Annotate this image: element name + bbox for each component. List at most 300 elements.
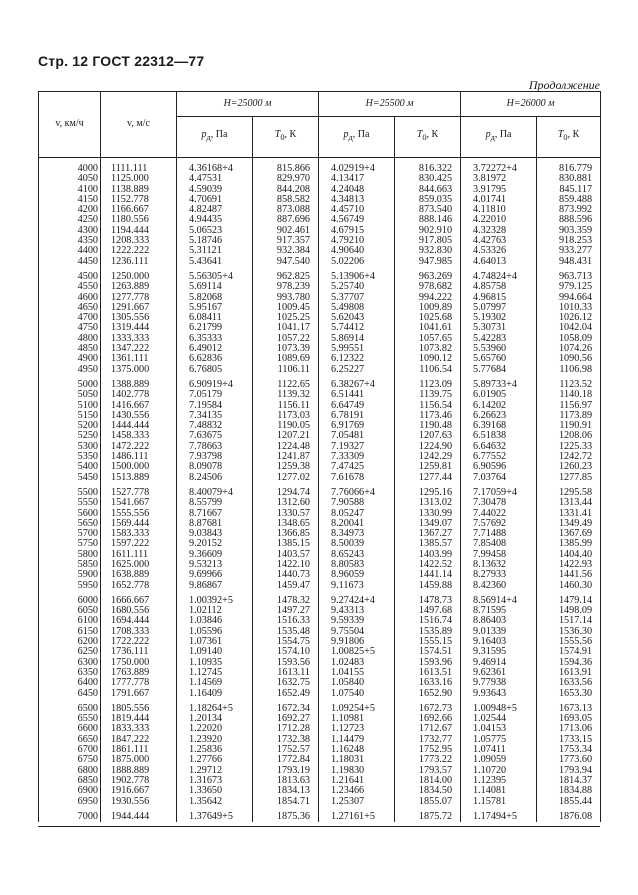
- cell-temperature: 1693.05: [537, 714, 601, 724]
- cell-temperature: 1156.11: [253, 401, 319, 411]
- cell-pressure: 5.31121: [177, 246, 253, 256]
- cell-pressure: 4.82487: [177, 205, 253, 215]
- cell-temperature: 932.384: [253, 246, 319, 256]
- cell-temperature: 1224.90: [395, 442, 461, 452]
- cell-pressure: 1.23466: [319, 786, 395, 796]
- cell-v-ms: 1319.444: [101, 323, 177, 333]
- cell-pressure: 6.08411: [177, 313, 253, 323]
- cell-pressure: 1.14081: [461, 786, 537, 796]
- col-header-temperature: $T_0$, К: [253, 117, 319, 158]
- cell-v-kmh: 5450: [39, 473, 101, 483]
- cell-temperature: 1041.61: [395, 323, 461, 333]
- cell-pressure: 1.18264+5: [177, 704, 253, 714]
- cell-v-kmh: 6000: [39, 596, 101, 606]
- cell-v-ms: 1875.000: [101, 755, 177, 765]
- cell-temperature: 918.253: [537, 236, 601, 246]
- cell-temperature: 1313.02: [395, 498, 461, 508]
- cell-pressure: 9.91806: [319, 637, 395, 647]
- cell-pressure: 9.53213: [177, 560, 253, 570]
- cell-temperature: 1793.19: [253, 766, 319, 776]
- cell-pressure: 5.25740: [319, 282, 395, 292]
- cell-temperature: 1025.25: [253, 313, 319, 323]
- cell-temperature: 917.805: [395, 236, 461, 246]
- cell-pressure: 6.39168: [461, 421, 537, 431]
- cell-v-ms: 1611.111: [101, 550, 177, 560]
- cell-pressure: 1.16409: [177, 689, 253, 699]
- cell-v-ms: 1152.778: [101, 195, 177, 205]
- cell-pressure: 5.77684: [461, 365, 537, 375]
- cell-temperature: 1207.21: [253, 431, 319, 441]
- cell-pressure: 8.96059: [319, 570, 395, 580]
- cell-temperature: 1516.74: [395, 616, 461, 626]
- cell-pressure: 8.56914+4: [461, 596, 537, 606]
- cell-v-kmh: 6650: [39, 735, 101, 745]
- cell-pressure: 5.43641: [177, 257, 253, 267]
- cell-v-kmh: 6800: [39, 766, 101, 776]
- table-row: [39, 257, 601, 267]
- cell-pressure: 5.02206: [319, 257, 395, 267]
- cell-temperature: 963.269: [395, 272, 461, 282]
- cell-temperature: 1652.90: [395, 689, 461, 699]
- cell-pressure: 8.20041: [319, 519, 395, 529]
- cell-temperature: 1773.22: [395, 755, 461, 765]
- cell-pressure: 1.12395: [461, 776, 537, 786]
- col-header-group-1: H=25000 м: [177, 92, 319, 117]
- cell-temperature: 1713.06: [537, 724, 601, 734]
- cell-v-kmh: 5000: [39, 380, 101, 390]
- cell-temperature: 1208.06: [537, 431, 601, 441]
- cell-temperature: 1422.52: [395, 560, 461, 570]
- cell-pressure: 1.09254+5: [319, 704, 395, 714]
- cell-temperature: 948.431: [537, 257, 601, 267]
- cell-temperature: 1173.46: [395, 411, 461, 421]
- cell-temperature: 844.208: [253, 185, 319, 195]
- cell-pressure: 4.90640: [319, 246, 395, 256]
- cell-pressure: 5.74412: [319, 323, 395, 333]
- table-bottom-rule: [38, 826, 600, 827]
- cell-v-kmh: 5800: [39, 550, 101, 560]
- table-body: [39, 158, 601, 823]
- cell-temperature: 1242.72: [537, 452, 601, 462]
- cell-v-ms: 1736.111: [101, 647, 177, 657]
- cell-pressure: 6.51441: [319, 390, 395, 400]
- table-row: [39, 365, 601, 375]
- cell-pressure: 8.40079+4: [177, 488, 253, 498]
- cell-pressure: 7.63675: [177, 431, 253, 441]
- col-header-pressure: $p_д$, Па: [319, 117, 395, 158]
- cell-v-kmh: 5100: [39, 401, 101, 411]
- cell-pressure: 7.47425: [319, 462, 395, 472]
- cell-temperature: 1173.03: [253, 411, 319, 421]
- cell-pressure: 4.11810: [461, 205, 537, 215]
- cell-v-ms: 1777.778: [101, 678, 177, 688]
- cell-pressure: 1.00825+5: [319, 647, 395, 657]
- cell-temperature: 979.125: [537, 282, 601, 292]
- cell-temperature: 1313.44: [537, 498, 601, 508]
- cell-temperature: 963.713: [537, 272, 601, 282]
- cell-pressure: 1.23920: [177, 735, 253, 745]
- cell-temperature: 1403.99: [395, 550, 461, 560]
- cell-temperature: 1692.27: [253, 714, 319, 724]
- cell-pressure: 8.09078: [177, 462, 253, 472]
- col-header-temperature: $T_0$, К: [537, 117, 601, 158]
- cell-pressure: 7.71488: [461, 529, 537, 539]
- cell-temperature: 1025.68: [395, 313, 461, 323]
- cell-temperature: 1330.99: [395, 509, 461, 519]
- cell-temperature: 1516.33: [253, 616, 319, 626]
- cell-temperature: 1207.63: [395, 431, 461, 441]
- cell-temperature: 1224.48: [253, 442, 319, 452]
- cell-temperature: 917.357: [253, 236, 319, 246]
- cell-pressure: 9.20152: [177, 539, 253, 549]
- cell-pressure: 1.31673: [177, 776, 253, 786]
- cell-temperature: 1190.48: [395, 421, 461, 431]
- cell-temperature: 1441.14: [395, 570, 461, 580]
- cell-pressure: 1.33650: [177, 786, 253, 796]
- cell-temperature: 1385.99: [537, 539, 601, 549]
- cell-pressure: 4.34813: [319, 195, 395, 205]
- cell-v-kmh: 4150: [39, 195, 101, 205]
- cell-v-kmh: 4950: [39, 365, 101, 375]
- cell-temperature: 1613.51: [395, 668, 461, 678]
- cell-pressure: 1.25307: [319, 797, 395, 807]
- cell-pressure: 4.24048: [319, 185, 395, 195]
- cell-pressure: 4.22010: [461, 215, 537, 225]
- cell-temperature: 1122.65: [253, 380, 319, 390]
- cell-pressure: 6.64749: [319, 401, 395, 411]
- cell-temperature: 1498.09: [537, 606, 601, 616]
- cell-pressure: 1.35642: [177, 797, 253, 807]
- cell-pressure: 8.50039: [319, 539, 395, 549]
- cell-temperature: 1574.91: [537, 647, 601, 657]
- cell-pressure: 9.31595: [461, 647, 537, 657]
- table-row: [39, 689, 601, 699]
- cell-pressure: 1.27161+5: [319, 812, 395, 822]
- cell-temperature: 1535.48: [253, 627, 319, 637]
- cell-temperature: 1041.17: [253, 323, 319, 333]
- cell-pressure: 1.09059: [461, 755, 537, 765]
- cell-temperature: 1814.00: [395, 776, 461, 786]
- cell-temperature: 1242.29: [395, 452, 461, 462]
- cell-v-kmh: 6350: [39, 668, 101, 678]
- cell-pressure: 9.75504: [319, 627, 395, 637]
- cell-temperature: 1330.57: [253, 509, 319, 519]
- cell-pressure: 6.35333: [177, 334, 253, 344]
- cell-pressure: 9.93643: [461, 689, 537, 699]
- cell-temperature: 1834.50: [395, 786, 461, 796]
- cell-pressure: 5.06523: [177, 226, 253, 236]
- cell-temperature: 1712.67: [395, 724, 461, 734]
- cell-v-ms: 1430.556: [101, 411, 177, 421]
- cell-temperature: 994.222: [395, 293, 461, 303]
- cell-v-ms: 1111.111: [101, 158, 177, 175]
- cell-pressure: 1.21641: [319, 776, 395, 786]
- cell-temperature: 1190.05: [253, 421, 319, 431]
- cell-v-kmh: 5550: [39, 498, 101, 508]
- cell-pressure: 6.77552: [461, 452, 537, 462]
- cell-temperature: 902.461: [253, 226, 319, 236]
- cell-pressure: 4.79210: [319, 236, 395, 246]
- cell-temperature: 830.425: [395, 174, 461, 184]
- cell-pressure: 8.55799: [177, 498, 253, 508]
- col-header-group-3: H=26000 м: [461, 92, 601, 117]
- cell-pressure: 6.91769: [319, 421, 395, 431]
- cell-pressure: 4.59039: [177, 185, 253, 195]
- cell-v-kmh: 5350: [39, 452, 101, 462]
- cell-pressure: 3.81972: [461, 174, 537, 184]
- cell-pressure: 1.27766: [177, 755, 253, 765]
- cell-v-kmh: 6950: [39, 797, 101, 807]
- cell-temperature: 1854.71: [253, 797, 319, 807]
- cell-temperature: 1497.27: [253, 606, 319, 616]
- cell-v-kmh: 4500: [39, 272, 101, 282]
- cell-pressure: 4.01741: [461, 195, 537, 205]
- cell-pressure: 6.90596: [461, 462, 537, 472]
- cell-temperature: 1632.75: [253, 678, 319, 688]
- cell-temperature: 932.830: [395, 246, 461, 256]
- cell-pressure: 1.02112: [177, 606, 253, 616]
- cell-v-ms: 1805.556: [101, 704, 177, 714]
- cell-v-kmh: 6100: [39, 616, 101, 626]
- cell-v-kmh: 6150: [39, 627, 101, 637]
- cell-temperature: 1497.68: [395, 606, 461, 616]
- cell-temperature: 1613.91: [537, 668, 601, 678]
- cell-v-kmh: 4900: [39, 354, 101, 364]
- cell-temperature: 816.322: [395, 158, 461, 175]
- cell-pressure: 4.02919+4: [319, 158, 395, 175]
- cell-temperature: 1875.72: [395, 812, 461, 822]
- cell-v-kmh: 5200: [39, 421, 101, 431]
- cell-v-kmh: 4000: [39, 158, 101, 175]
- cell-pressure: 5.99551: [319, 344, 395, 354]
- cell-temperature: 1312.60: [253, 498, 319, 508]
- cell-temperature: 1294.74: [253, 488, 319, 498]
- cell-pressure: 5.82068: [177, 293, 253, 303]
- cell-temperature: 1855.07: [395, 797, 461, 807]
- cell-temperature: 903.359: [537, 226, 601, 236]
- cell-pressure: 8.71595: [461, 606, 537, 616]
- cell-v-ms: 1638.889: [101, 570, 177, 580]
- cell-temperature: 1574.51: [395, 647, 461, 657]
- cell-temperature: 993.780: [253, 293, 319, 303]
- cell-temperature: 1277.85: [537, 473, 601, 483]
- cell-pressure: 5.65760: [461, 354, 537, 364]
- cell-pressure: 6.64632: [461, 442, 537, 452]
- cell-pressure: 1.14569: [177, 678, 253, 688]
- cell-v-kmh: 6200: [39, 637, 101, 647]
- cell-temperature: 815.866: [253, 158, 319, 175]
- cell-v-kmh: 5650: [39, 519, 101, 529]
- cell-pressure: 1.10981: [319, 714, 395, 724]
- cell-temperature: 1613.11: [253, 668, 319, 678]
- cell-pressure: 1.07540: [319, 689, 395, 699]
- cell-temperature: 1732.38: [253, 735, 319, 745]
- cell-temperature: 887.696: [253, 215, 319, 225]
- cell-pressure: 6.51838: [461, 431, 537, 441]
- cell-pressure: 4.47531: [177, 174, 253, 184]
- cell-temperature: 933.277: [537, 246, 601, 256]
- cell-temperature: 1295.16: [395, 488, 461, 498]
- cell-v-kmh: 5850: [39, 560, 101, 570]
- cell-v-ms: 1583.333: [101, 529, 177, 539]
- table-header: [39, 92, 601, 158]
- cell-temperature: 1349.07: [395, 519, 461, 529]
- cell-v-kmh: 6750: [39, 755, 101, 765]
- cell-temperature: 1441.56: [537, 570, 601, 580]
- cell-v-ms: 1375.000: [101, 365, 177, 375]
- cell-v-ms: 1763.889: [101, 668, 177, 678]
- cell-temperature: 1139.75: [395, 390, 461, 400]
- cell-v-ms: 1666.667: [101, 596, 177, 606]
- table-row: [39, 390, 601, 400]
- cell-temperature: 830.881: [537, 174, 601, 184]
- cell-v-ms: 1208.333: [101, 236, 177, 246]
- cell-temperature: 1106.11: [253, 365, 319, 375]
- cell-pressure: 1.05596: [177, 627, 253, 637]
- cell-temperature: 1555.15: [395, 637, 461, 647]
- cell-temperature: 1123.52: [537, 380, 601, 390]
- cell-temperature: 962.825: [253, 272, 319, 282]
- cell-pressure: 4.13417: [319, 174, 395, 184]
- cell-v-ms: 1291.667: [101, 303, 177, 313]
- cell-temperature: 1366.85: [253, 529, 319, 539]
- cell-pressure: 5.62043: [319, 313, 395, 323]
- cell-v-ms: 1347.222: [101, 344, 177, 354]
- cell-pressure: 7.85408: [461, 539, 537, 549]
- cell-pressure: 6.14202: [461, 401, 537, 411]
- cell-v-kmh: 6850: [39, 776, 101, 786]
- cell-pressure: 1.07411: [461, 745, 537, 755]
- cell-v-kmh: 4100: [39, 185, 101, 195]
- cell-temperature: 1010.33: [537, 303, 601, 313]
- cell-pressure: 1.15781: [461, 797, 537, 807]
- cell-temperature: 873.088: [253, 205, 319, 215]
- cell-temperature: 1241.87: [253, 452, 319, 462]
- cell-v-ms: 1402.778: [101, 390, 177, 400]
- cell-pressure: 7.57692: [461, 519, 537, 529]
- table-row: [39, 797, 601, 807]
- cell-v-kmh: 7000: [39, 812, 101, 822]
- cell-temperature: 1459.47: [253, 581, 319, 591]
- cell-temperature: 1633.16: [395, 678, 461, 688]
- cell-pressure: 9.27424+4: [319, 596, 395, 606]
- cell-v-ms: 1513.889: [101, 473, 177, 483]
- cell-pressure: 8.86403: [461, 616, 537, 626]
- cell-pressure: 8.71667: [177, 509, 253, 519]
- cell-temperature: 1772.84: [253, 755, 319, 765]
- cell-temperature: 1073.39: [253, 344, 319, 354]
- cell-v-ms: 1472.222: [101, 442, 177, 452]
- cell-pressure: 5.42283: [461, 334, 537, 344]
- cell-v-ms: 1236.111: [101, 257, 177, 267]
- col-header-group-2: H=25500 м: [319, 92, 461, 117]
- cell-temperature: 1057.22: [253, 334, 319, 344]
- cell-temperature: 873.540: [395, 205, 461, 215]
- cell-pressure: 9.77938: [461, 678, 537, 688]
- cell-v-ms: 1694.444: [101, 616, 177, 626]
- cell-temperature: 1535.89: [395, 627, 461, 637]
- cell-temperature: 1403.57: [253, 550, 319, 560]
- cell-temperature: 1793.57: [395, 766, 461, 776]
- cell-pressure: 1.04153: [461, 724, 537, 734]
- cell-temperature: 1259.38: [253, 462, 319, 472]
- cell-v-kmh: 5750: [39, 539, 101, 549]
- cell-pressure: 4.70691: [177, 195, 253, 205]
- cell-v-ms: 1361.111: [101, 354, 177, 364]
- cell-pressure: 6.01905: [461, 390, 537, 400]
- cell-pressure: 6.12322: [319, 354, 395, 364]
- cell-v-kmh: 5950: [39, 581, 101, 591]
- cell-pressure: 5.86914: [319, 334, 395, 344]
- table-row: [39, 581, 601, 591]
- col-header-v-ms: v, м/с: [101, 92, 177, 158]
- cell-v-ms: 1930.556: [101, 797, 177, 807]
- cell-pressure: 7.19327: [319, 442, 395, 452]
- cell-v-kmh: 4400: [39, 246, 101, 256]
- cell-v-ms: 1166.667: [101, 205, 177, 215]
- cell-temperature: 1385.57: [395, 539, 461, 549]
- cell-v-ms: 1861.111: [101, 745, 177, 755]
- table-row: [39, 786, 601, 796]
- cell-temperature: 844.663: [395, 185, 461, 195]
- cell-temperature: 902.910: [395, 226, 461, 236]
- cell-pressure: 4.85758: [461, 282, 537, 292]
- cell-temperature: 1478.32: [253, 596, 319, 606]
- cell-temperature: 888.596: [537, 215, 601, 225]
- cell-v-ms: 1722.222: [101, 637, 177, 647]
- cell-pressure: 4.53326: [461, 246, 537, 256]
- cell-pressure: 1.20134: [177, 714, 253, 724]
- cell-temperature: 1173.89: [537, 411, 601, 421]
- cell-temperature: 1026.12: [537, 313, 601, 323]
- cell-temperature: 1834.13: [253, 786, 319, 796]
- cell-pressure: 5.69114: [177, 282, 253, 292]
- cell-v-ms: 1847.222: [101, 735, 177, 745]
- cell-temperature: 1106.98: [537, 365, 601, 375]
- cell-v-ms: 1916.667: [101, 786, 177, 796]
- cell-v-ms: 1750.000: [101, 658, 177, 668]
- cell-v-ms: 1444.444: [101, 421, 177, 431]
- cell-pressure: 1.04155: [319, 668, 395, 678]
- cell-pressure: 3.91795: [461, 185, 537, 195]
- cell-pressure: 1.19830: [319, 766, 395, 776]
- atmosphere-table: [38, 91, 601, 822]
- cell-pressure: 7.61678: [319, 473, 395, 483]
- cell-v-kmh: 4450: [39, 257, 101, 267]
- cell-pressure: 1.09140: [177, 647, 253, 657]
- cell-temperature: 1277.44: [395, 473, 461, 483]
- cell-pressure: 4.45710: [319, 205, 395, 215]
- cell-v-kmh: 4300: [39, 226, 101, 236]
- cell-temperature: 1752.95: [395, 745, 461, 755]
- table-row: [39, 158, 601, 175]
- cell-v-kmh: 4700: [39, 313, 101, 323]
- cell-pressure: 5.89733+4: [461, 380, 537, 390]
- cell-pressure: 5.95167: [177, 303, 253, 313]
- cell-temperature: 1349.49: [537, 519, 601, 529]
- cell-pressure: 9.86867: [177, 581, 253, 591]
- table-row: [39, 473, 601, 483]
- cell-pressure: 7.93798: [177, 452, 253, 462]
- cell-temperature: 1089.69: [253, 354, 319, 364]
- cell-temperature: 1295.58: [537, 488, 601, 498]
- cell-v-ms: 1944.444: [101, 812, 177, 822]
- cell-pressure: 1.03846: [177, 616, 253, 626]
- cell-pressure: 4.67915: [319, 226, 395, 236]
- cell-pressure: 4.36168+4: [177, 158, 253, 175]
- cell-pressure: 9.36609: [177, 550, 253, 560]
- cell-v-ms: 1680.556: [101, 606, 177, 616]
